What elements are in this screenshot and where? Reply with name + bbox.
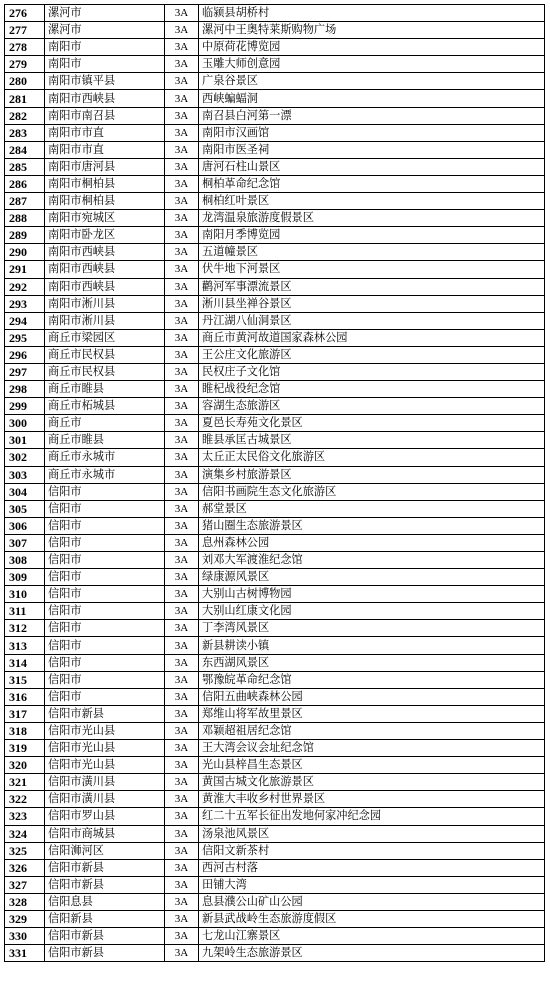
row-scenic-name: 东西湖风景区 (199, 654, 545, 671)
row-level: 3A (165, 671, 199, 688)
row-number: 297 (5, 363, 45, 380)
row-city: 信阳市 (45, 569, 165, 586)
table-row (5, 825, 545, 842)
row-city: 南阳市桐柏县 (45, 193, 165, 210)
table-row (5, 244, 545, 261)
row-city: 南阳市市直 (45, 124, 165, 141)
row-level: 3A (165, 859, 199, 876)
row-level: 3A (165, 825, 199, 842)
row-scenic-name: 新县武战岭生态旅游度假区 (199, 910, 545, 927)
table-row (5, 586, 545, 603)
row-level: 3A (165, 244, 199, 261)
table-row (5, 569, 545, 586)
scenic-area-table (4, 4, 545, 962)
row-scenic-name: 龙湾温泉旅游度假景区 (199, 210, 545, 227)
row-city: 商丘市梁园区 (45, 329, 165, 346)
row-number: 298 (5, 381, 45, 398)
row-scenic-name: 漯河中王奥特莱斯购物广场 (199, 22, 545, 39)
table-row (5, 637, 545, 654)
row-scenic-name: 绿康源风景区 (199, 569, 545, 586)
row-level: 3A (165, 483, 199, 500)
table-row (5, 705, 545, 722)
table-row (5, 432, 545, 449)
row-scenic-name: 黄国古城文化旅游景区 (199, 774, 545, 791)
row-number: 302 (5, 449, 45, 466)
row-city: 信阳浉河区 (45, 842, 165, 859)
row-city: 商丘市睢县 (45, 432, 165, 449)
table-row (5, 552, 545, 569)
row-scenic-name: 信阳书画院生态文化旅游区 (199, 483, 545, 500)
table-row (5, 210, 545, 227)
table-row (5, 483, 545, 500)
row-number: 284 (5, 141, 45, 158)
row-scenic-name: 丁李湾风景区 (199, 620, 545, 637)
row-number: 317 (5, 705, 45, 722)
row-scenic-name: 夏邑长寿苑文化景区 (199, 415, 545, 432)
row-number: 310 (5, 586, 45, 603)
row-scenic-name: 刘邓大军渡淮纪念馆 (199, 552, 545, 569)
row-scenic-name: 民权庄子文化馆 (199, 363, 545, 380)
row-scenic-name: 五道幢景区 (199, 244, 545, 261)
row-level: 3A (165, 124, 199, 141)
row-number: 330 (5, 928, 45, 945)
table-row (5, 295, 545, 312)
row-city: 信阳市潢川县 (45, 791, 165, 808)
row-level: 3A (165, 210, 199, 227)
table-row (5, 56, 545, 73)
row-scenic-name: 演集乡村旅游景区 (199, 466, 545, 483)
row-scenic-name: 南阳市汉画馆 (199, 124, 545, 141)
table-row (5, 534, 545, 551)
row-level: 3A (165, 654, 199, 671)
row-city: 商丘市民权县 (45, 346, 165, 363)
table-row (5, 517, 545, 534)
row-city: 商丘市睢县 (45, 381, 165, 398)
table-row (5, 39, 545, 56)
row-scenic-name: 鹳河军事漂流景区 (199, 278, 545, 295)
row-number: 277 (5, 22, 45, 39)
row-number: 293 (5, 295, 45, 312)
row-level: 3A (165, 740, 199, 757)
row-number: 283 (5, 124, 45, 141)
row-scenic-name: 容湖生态旅游区 (199, 398, 545, 415)
row-city: 信阳市光山县 (45, 740, 165, 757)
row-level: 3A (165, 432, 199, 449)
table-row (5, 928, 545, 945)
row-scenic-name: 大别山红康文化园 (199, 603, 545, 620)
row-level: 3A (165, 175, 199, 192)
row-scenic-name: 中原荷花博览园 (199, 39, 545, 56)
table-row (5, 193, 545, 210)
row-scenic-name: 猪山圈生态旅游景区 (199, 517, 545, 534)
row-level: 3A (165, 722, 199, 739)
row-city: 南阳市 (45, 39, 165, 56)
row-level: 3A (165, 910, 199, 927)
row-number: 296 (5, 346, 45, 363)
row-number: 319 (5, 740, 45, 757)
row-number: 278 (5, 39, 45, 56)
row-level: 3A (165, 705, 199, 722)
row-scenic-name: 南召县白河第一漂 (199, 107, 545, 124)
row-number: 289 (5, 227, 45, 244)
row-city: 南阳市宛城区 (45, 210, 165, 227)
table-row (5, 722, 545, 739)
row-level: 3A (165, 500, 199, 517)
row-city: 信阳市 (45, 586, 165, 603)
table-row (5, 757, 545, 774)
table-row (5, 227, 545, 244)
row-level: 3A (165, 688, 199, 705)
row-level: 3A (165, 534, 199, 551)
row-number: 318 (5, 722, 45, 739)
table-body (5, 5, 545, 962)
row-scenic-name: 七龙山江寨景区 (199, 928, 545, 945)
row-number: 329 (5, 910, 45, 927)
table-row (5, 654, 545, 671)
row-number: 280 (5, 73, 45, 90)
row-number: 321 (5, 774, 45, 791)
row-number: 325 (5, 842, 45, 859)
row-scenic-name: 田铺大湾 (199, 876, 545, 893)
table-row (5, 158, 545, 175)
row-number: 287 (5, 193, 45, 210)
row-level: 3A (165, 39, 199, 56)
row-scenic-name: 桐柏红叶景区 (199, 193, 545, 210)
table-row (5, 124, 545, 141)
row-level: 3A (165, 876, 199, 893)
row-scenic-name: 黄淮大丰收乡村世界景区 (199, 791, 545, 808)
row-city: 信阳市新县 (45, 705, 165, 722)
row-city: 南阳市市直 (45, 141, 165, 158)
row-number: 301 (5, 432, 45, 449)
row-city: 南阳市镇平县 (45, 73, 165, 90)
row-number: 291 (5, 261, 45, 278)
row-city: 信阳市 (45, 603, 165, 620)
row-number: 322 (5, 791, 45, 808)
row-scenic-name: 西峡蝙蝠洞 (199, 90, 545, 107)
row-number: 286 (5, 175, 45, 192)
row-city: 南阳市西峡县 (45, 278, 165, 295)
table-row (5, 5, 545, 22)
row-city: 商丘市 (45, 415, 165, 432)
row-number: 316 (5, 688, 45, 705)
table-row (5, 774, 545, 791)
row-number: 285 (5, 158, 45, 175)
row-level: 3A (165, 552, 199, 569)
row-scenic-name: 光山县梓昌生态景区 (199, 757, 545, 774)
row-level: 3A (165, 415, 199, 432)
row-scenic-name: 伏牛地下河景区 (199, 261, 545, 278)
row-scenic-name: 南阳市医圣祠 (199, 141, 545, 158)
row-scenic-name: 信阳五曲峡森林公园 (199, 688, 545, 705)
row-scenic-name: 唐河石柱山景区 (199, 158, 545, 175)
row-scenic-name: 王大湾会议会址纪念馆 (199, 740, 545, 757)
row-scenic-name: 息县濮公山矿山公园 (199, 893, 545, 910)
row-number: 305 (5, 500, 45, 517)
row-number: 308 (5, 552, 45, 569)
row-number: 315 (5, 671, 45, 688)
table-row (5, 90, 545, 107)
table-row (5, 842, 545, 859)
row-scenic-name: 九架岭生态旅游景区 (199, 945, 545, 962)
row-scenic-name: 鄂豫皖革命纪念馆 (199, 671, 545, 688)
row-level: 3A (165, 774, 199, 791)
row-city: 信阳市新县 (45, 928, 165, 945)
row-number: 303 (5, 466, 45, 483)
row-number: 312 (5, 620, 45, 637)
row-number: 304 (5, 483, 45, 500)
table-row (5, 876, 545, 893)
row-scenic-name: 玉雕大师创意园 (199, 56, 545, 73)
table-row (5, 175, 545, 192)
row-city: 信阳市 (45, 671, 165, 688)
row-city: 南阳市西峡县 (45, 244, 165, 261)
row-number: 294 (5, 312, 45, 329)
row-level: 3A (165, 312, 199, 329)
row-level: 3A (165, 586, 199, 603)
row-city: 漯河市 (45, 5, 165, 22)
row-scenic-name: 息州森林公园 (199, 534, 545, 551)
row-city: 南阳市 (45, 56, 165, 73)
row-city: 信阳市 (45, 637, 165, 654)
row-level: 3A (165, 381, 199, 398)
table-row (5, 141, 545, 158)
row-scenic-name: 红二十五军长征出发地何家冲纪念园 (199, 808, 545, 825)
table-row (5, 603, 545, 620)
table-row (5, 381, 545, 398)
row-city: 信阳市 (45, 654, 165, 671)
row-city: 南阳市淅川县 (45, 295, 165, 312)
row-number: 276 (5, 5, 45, 22)
table-row (5, 466, 545, 483)
row-level: 3A (165, 620, 199, 637)
row-scenic-name: 桐柏革命纪念馆 (199, 175, 545, 192)
row-scenic-name: 睢县承匡古城景区 (199, 432, 545, 449)
row-city: 南阳市唐河县 (45, 158, 165, 175)
row-city: 商丘市永城市 (45, 466, 165, 483)
row-number: 313 (5, 637, 45, 654)
row-city: 南阳市桐柏县 (45, 175, 165, 192)
row-scenic-name: 信阳文新茶村 (199, 842, 545, 859)
row-number: 309 (5, 569, 45, 586)
row-scenic-name: 邓颖超祖居纪念馆 (199, 722, 545, 739)
row-level: 3A (165, 90, 199, 107)
row-scenic-name: 汤泉池风景区 (199, 825, 545, 842)
row-scenic-name: 丹江湖八仙洞景区 (199, 312, 545, 329)
row-city: 信阳市 (45, 620, 165, 637)
row-city: 信阳新县 (45, 910, 165, 927)
table-row (5, 261, 545, 278)
row-scenic-name: 商丘市黄河故道国家森林公园 (199, 329, 545, 346)
row-city: 信阳市 (45, 483, 165, 500)
row-level: 3A (165, 808, 199, 825)
row-city: 商丘市柘城县 (45, 398, 165, 415)
row-level: 3A (165, 329, 199, 346)
table-row (5, 688, 545, 705)
row-level: 3A (165, 569, 199, 586)
row-scenic-name: 郝堂景区 (199, 500, 545, 517)
table-row (5, 791, 545, 808)
row-city: 信阳市商城县 (45, 825, 165, 842)
row-level: 3A (165, 227, 199, 244)
row-level: 3A (165, 603, 199, 620)
table-row (5, 22, 545, 39)
row-city: 信阳市 (45, 688, 165, 705)
row-city: 漯河市 (45, 22, 165, 39)
row-level: 3A (165, 791, 199, 808)
row-scenic-name: 淅川县坐禅谷景区 (199, 295, 545, 312)
table-row (5, 329, 545, 346)
table-row (5, 500, 545, 517)
table-row (5, 449, 545, 466)
table-row (5, 910, 545, 927)
row-city: 信阳市光山县 (45, 722, 165, 739)
table-row (5, 398, 545, 415)
row-number: 311 (5, 603, 45, 620)
row-number: 306 (5, 517, 45, 534)
row-number: 314 (5, 654, 45, 671)
row-number: 279 (5, 56, 45, 73)
row-level: 3A (165, 842, 199, 859)
row-scenic-name: 王公庄文化旅游区 (199, 346, 545, 363)
row-level: 3A (165, 158, 199, 175)
row-scenic-name: 大别山古树博物园 (199, 586, 545, 603)
row-level: 3A (165, 757, 199, 774)
row-level: 3A (165, 346, 199, 363)
table-row (5, 671, 545, 688)
row-city: 信阳市 (45, 500, 165, 517)
row-level: 3A (165, 261, 199, 278)
row-number: 307 (5, 534, 45, 551)
row-city: 南阳市卧龙区 (45, 227, 165, 244)
table-row (5, 808, 545, 825)
row-level: 3A (165, 945, 199, 962)
row-scenic-name: 南阳月季博览园 (199, 227, 545, 244)
table-row (5, 73, 545, 90)
table-row (5, 945, 545, 962)
row-level: 3A (165, 278, 199, 295)
row-scenic-name: 广泉谷景区 (199, 73, 545, 90)
table-row (5, 107, 545, 124)
row-scenic-name: 新县耕读小镇 (199, 637, 545, 654)
row-city: 南阳市淅川县 (45, 312, 165, 329)
row-city: 商丘市民权县 (45, 363, 165, 380)
row-number: 290 (5, 244, 45, 261)
row-city: 南阳市西峡县 (45, 90, 165, 107)
table-row (5, 893, 545, 910)
table-row (5, 740, 545, 757)
row-number: 281 (5, 90, 45, 107)
scenic-area-list (4, 4, 545, 962)
table-row (5, 415, 545, 432)
row-number: 300 (5, 415, 45, 432)
row-level: 3A (165, 141, 199, 158)
row-city: 信阳市 (45, 534, 165, 551)
row-city: 信阳市新县 (45, 859, 165, 876)
row-level: 3A (165, 5, 199, 22)
row-city: 信阳息县 (45, 893, 165, 910)
table-row (5, 859, 545, 876)
row-city: 信阳市罗山县 (45, 808, 165, 825)
row-city: 信阳市 (45, 517, 165, 534)
row-level: 3A (165, 637, 199, 654)
row-city: 信阳市光山县 (45, 757, 165, 774)
row-city: 信阳市新县 (45, 945, 165, 962)
row-city: 南阳市西峡县 (45, 261, 165, 278)
row-scenic-name: 郑维山将军故里景区 (199, 705, 545, 722)
row-city: 信阳市潢川县 (45, 774, 165, 791)
row-level: 3A (165, 517, 199, 534)
table-row (5, 312, 545, 329)
row-number: 320 (5, 757, 45, 774)
row-number: 327 (5, 876, 45, 893)
row-number: 326 (5, 859, 45, 876)
row-number: 331 (5, 945, 45, 962)
row-number: 328 (5, 893, 45, 910)
row-level: 3A (165, 56, 199, 73)
row-level: 3A (165, 466, 199, 483)
row-number: 282 (5, 107, 45, 124)
row-level: 3A (165, 398, 199, 415)
table-row (5, 363, 545, 380)
row-number: 292 (5, 278, 45, 295)
row-number: 295 (5, 329, 45, 346)
row-city: 信阳市新县 (45, 876, 165, 893)
row-level: 3A (165, 295, 199, 312)
row-city: 信阳市 (45, 552, 165, 569)
row-level: 3A (165, 107, 199, 124)
row-level: 3A (165, 73, 199, 90)
row-number: 288 (5, 210, 45, 227)
row-scenic-name: 睢杞战役纪念馆 (199, 381, 545, 398)
row-level: 3A (165, 893, 199, 910)
row-scenic-name: 太丘正太民俗文化旅游区 (199, 449, 545, 466)
row-level: 3A (165, 449, 199, 466)
row-city: 南阳市南召县 (45, 107, 165, 124)
row-scenic-name: 西河古村落 (199, 859, 545, 876)
row-level: 3A (165, 22, 199, 39)
table-row (5, 620, 545, 637)
table-row (5, 346, 545, 363)
row-level: 3A (165, 193, 199, 210)
row-level: 3A (165, 928, 199, 945)
row-scenic-name: 临颍县胡桥村 (199, 5, 545, 22)
row-number: 323 (5, 808, 45, 825)
row-level: 3A (165, 363, 199, 380)
row-number: 324 (5, 825, 45, 842)
table-row (5, 278, 545, 295)
row-number: 299 (5, 398, 45, 415)
row-city: 商丘市永城市 (45, 449, 165, 466)
